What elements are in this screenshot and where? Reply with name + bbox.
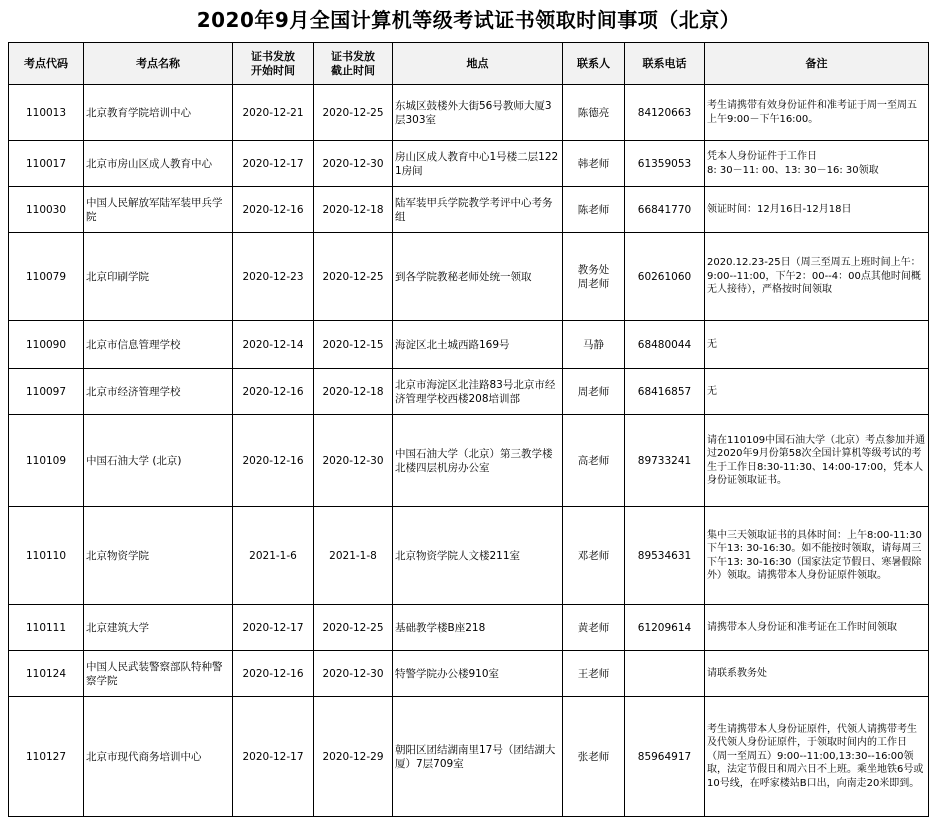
table-row: [9, 507, 929, 605]
cell-place: 房山区成人教育中心1号楼二层1221房间: [393, 141, 563, 187]
cell-contact: 张老师: [563, 697, 625, 817]
cell-contact: 王老师: [563, 651, 625, 697]
header-contact: 联系人: [563, 43, 625, 85]
cell-phone: 61209614: [625, 605, 705, 651]
cell-code: 110109: [9, 415, 84, 507]
cell-contact: 陈老师: [563, 187, 625, 233]
cell-phone: 61359053: [625, 141, 705, 187]
cell-code: 110111: [9, 605, 84, 651]
cell-end: 2020-12-15: [314, 321, 393, 369]
cell-end: 2020-12-30: [314, 415, 393, 507]
cell-note: 请联系教务处: [705, 651, 929, 697]
cell-place: 东城区鼓楼外大街56号教师大厦3层303室: [393, 85, 563, 141]
cell-name: 北京建筑大学: [84, 605, 233, 651]
cell-code: 110124: [9, 651, 84, 697]
cell-start: 2020-12-16: [233, 187, 314, 233]
cell-place: 朝阳区团结湖南里17号（团结湖大厦）7层709室: [393, 697, 563, 817]
cell-code: 110030: [9, 187, 84, 233]
cell-place: 海淀区北土城西路169号: [393, 321, 563, 369]
header-start: 证书发放 开始时间: [233, 43, 314, 85]
cell-end: 2020-12-25: [314, 85, 393, 141]
cell-name: 北京印刷学院: [84, 233, 233, 321]
cell-place: 基础教学楼B座218: [393, 605, 563, 651]
cell-start: 2020-12-23: [233, 233, 314, 321]
cell-phone: 66841770: [625, 187, 705, 233]
cell-note: 凭本人身份证件于工作日 8: 30－11: 00、13: 30－16: 30领取: [705, 141, 929, 187]
cell-end: 2020-12-18: [314, 369, 393, 415]
cell-end: 2020-12-25: [314, 233, 393, 321]
cell-code: 110090: [9, 321, 84, 369]
cell-phone: 68416857: [625, 369, 705, 415]
cell-name: 北京市经济管理学校: [84, 369, 233, 415]
cell-start: 2020-12-21: [233, 85, 314, 141]
cell-note: 请在110109中国石油大学（北京）考点参加并通过2020年9月份第58次全国计算机等级考试的考生于工作日8:30-11:30、14:00-17:00，凭本人身份证领取证书。: [705, 415, 929, 507]
table-row: [9, 85, 929, 141]
table-row: [9, 651, 929, 697]
cell-phone: 60261060: [625, 233, 705, 321]
header-phone: 联系电话: [625, 43, 705, 85]
cell-place: 北京市海淀区北洼路83号北京市经济管理学校西楼208培训部: [393, 369, 563, 415]
cell-start: 2020-12-17: [233, 141, 314, 187]
cell-end: 2020-12-30: [314, 651, 393, 697]
table-row: [9, 605, 929, 651]
cell-place: 到各学院教秘老师处统一领取: [393, 233, 563, 321]
cell-start: 2020-12-17: [233, 605, 314, 651]
cell-code: 110013: [9, 85, 84, 141]
header-note: 备注: [705, 43, 929, 85]
certificate-table: [8, 42, 929, 817]
table-row: [9, 369, 929, 415]
cell-start: 2020-12-16: [233, 415, 314, 507]
header-place: 地点: [393, 43, 563, 85]
cell-end: 2020-12-30: [314, 141, 393, 187]
cell-place: 北京物资学院人文楼211室: [393, 507, 563, 605]
cell-phone: 68480044: [625, 321, 705, 369]
header-code: 考点代码: [9, 43, 84, 85]
table-row: [9, 415, 929, 507]
cell-start: 2020-12-16: [233, 369, 314, 415]
cell-start: 2020-12-16: [233, 651, 314, 697]
cell-contact: 马静: [563, 321, 625, 369]
cell-contact: 周老师: [563, 369, 625, 415]
cell-code: 110079: [9, 233, 84, 321]
cell-phone: 85964917: [625, 697, 705, 817]
cell-contact: 高老师: [563, 415, 625, 507]
cell-name: 北京市信息管理学校: [84, 321, 233, 369]
cell-start: 2020-12-17: [233, 697, 314, 817]
cell-phone: 89534631: [625, 507, 705, 605]
table-row: [9, 697, 929, 817]
cell-name: 中国石油大学 (北京): [84, 415, 233, 507]
cell-contact: 黄老师: [563, 605, 625, 651]
cell-note: 集中三天领取证书的具体时间：上午8:00-11:30下午13: 30-16:30。如不能按时领取，请每周三下午13: 30-16:30（国家法定节假日、寒暑假除外）领取。请携带本人身份证原件领取。: [705, 507, 929, 605]
cell-start: 2020-12-14: [233, 321, 314, 369]
cell-place: 陆军装甲兵学院教学考评中心考务组: [393, 187, 563, 233]
cell-place: 特警学院办公楼910室: [393, 651, 563, 697]
cell-phone: [625, 651, 705, 697]
cell-code: 110110: [9, 507, 84, 605]
cell-code: 110127: [9, 697, 84, 817]
cell-place: 中国石油大学（北京）第三教学楼北楼四层机房办公室: [393, 415, 563, 507]
cell-end: 2020-12-25: [314, 605, 393, 651]
cell-end: 2021-1-8: [314, 507, 393, 605]
cell-note: 无: [705, 321, 929, 369]
cell-note: 考生请携带本人身份证原件，代领人请携带考生及代领人身份证原件，于领取时间内的工作日（周一至周五）9:00--11:00,13:30--16:00领取，法定节假日和周六日不上班。乘坐地铁6号或10号线，在呼家楼站B口出，向南走20米即到。: [705, 697, 929, 817]
cell-code: 110097: [9, 369, 84, 415]
cell-contact: 教务处 周老师: [563, 233, 625, 321]
table-row: [9, 321, 929, 369]
table-row: [9, 187, 929, 233]
cell-contact: 陈德亮: [563, 85, 625, 141]
cell-phone: 89733241: [625, 415, 705, 507]
cell-note: 无: [705, 369, 929, 415]
table-header-row: [9, 43, 929, 85]
cell-note: 领证时间：12月16日-12月18日: [705, 187, 929, 233]
cell-name: 中国人民武装警察部队特种警察学院: [84, 651, 233, 697]
cell-note: 请携带本人身份证和准考证在工作时间领取: [705, 605, 929, 651]
header-end: 证书发放 截止时间: [314, 43, 393, 85]
cell-end: 2020-12-18: [314, 187, 393, 233]
cell-start: 2021-1-6: [233, 507, 314, 605]
cell-name: 北京市房山区成人教育中心: [84, 141, 233, 187]
cell-contact: 韩老师: [563, 141, 625, 187]
cell-name: 北京教育学院培训中心: [84, 85, 233, 141]
cell-name: 中国人民解放军陆军装甲兵学院: [84, 187, 233, 233]
cell-contact: 邓老师: [563, 507, 625, 605]
table-row: [9, 141, 929, 187]
cell-note: 考生请携带有效身份证件和准考证于周一至周五上午9:00－下午16:00。: [705, 85, 929, 141]
page-title: 2020年9月全国计算机等级考试证书领取时间事项（北京）: [196, 8, 741, 32]
cell-code: 110017: [9, 141, 84, 187]
cell-end: 2020-12-29: [314, 697, 393, 817]
cell-name: 北京市现代商务培训中心: [84, 697, 233, 817]
header-name: 考点名称: [84, 43, 233, 85]
cell-note: 2020.12.23-25日（周三至周五上班时间上午：9:00--11:00，下午2：00--4：00点其他时间概无人接待），严格按时间领取: [705, 233, 929, 321]
cell-phone: 84120663: [625, 85, 705, 141]
table-row: [9, 233, 929, 321]
cell-name: 北京物资学院: [84, 507, 233, 605]
